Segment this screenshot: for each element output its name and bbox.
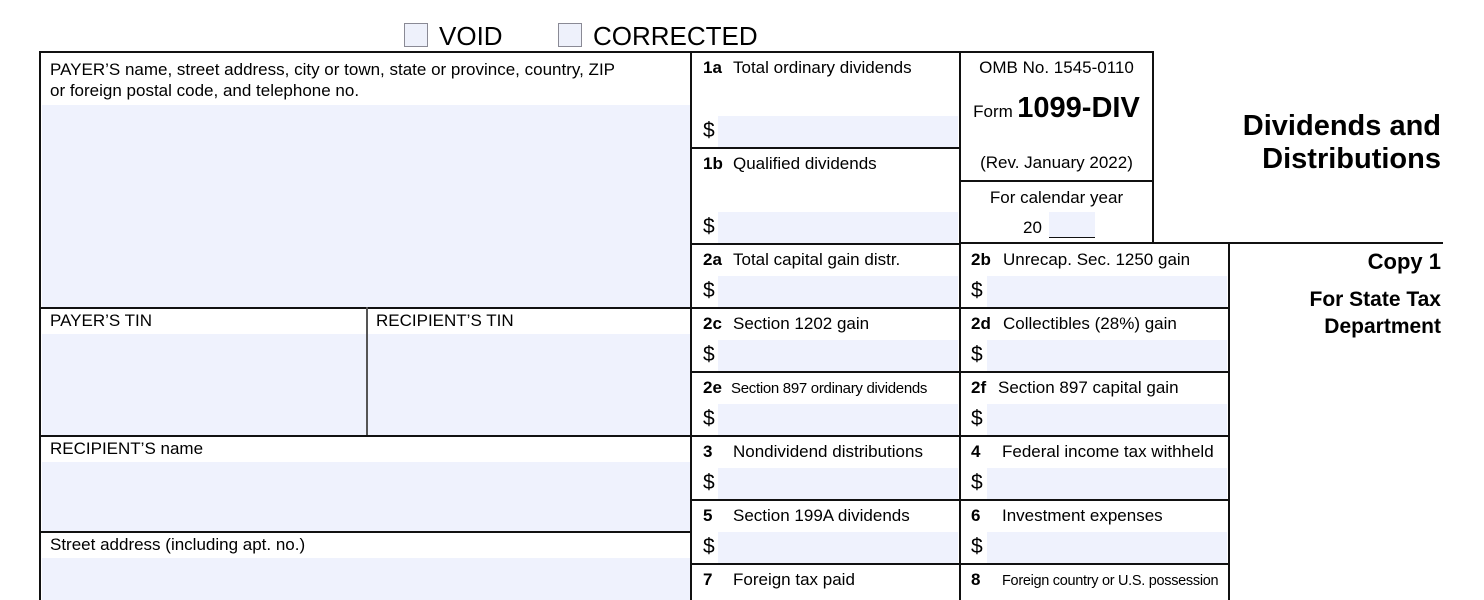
- dollar-sign: $: [971, 343, 983, 366]
- dollar-sign: $: [703, 215, 715, 238]
- divider: [690, 499, 1230, 501]
- dollar-sign: $: [703, 535, 715, 558]
- box-5-input[interactable]: [718, 532, 958, 563]
- box-2a-input[interactable]: [718, 276, 958, 307]
- payer-info-label: PAYER’S name, street address, city or town, state or province, country, ZIP: [50, 60, 616, 79]
- void-checkbox[interactable]: [404, 23, 428, 47]
- dollar-sign: $: [703, 279, 715, 302]
- form-number-block: [961, 92, 1152, 125]
- divider: [690, 563, 1230, 565]
- box-5-label: 5 Section 199A dividends: [703, 506, 910, 525]
- dollar-sign: $: [703, 407, 715, 430]
- box-2c-label: 2c Section 1202 gain: [703, 314, 870, 333]
- box-4-input[interactable]: [987, 468, 1227, 499]
- divider: [39, 531, 692, 533]
- box-1a-label: 1a Total ordinary dividends: [703, 58, 912, 77]
- left-section-divider: [690, 51, 692, 600]
- box-2c-input[interactable]: [718, 340, 958, 371]
- divider: [690, 307, 1230, 309]
- divider: [690, 435, 1230, 437]
- payer-info-input[interactable]: [42, 105, 690, 307]
- void-label: VOID: [439, 21, 503, 51]
- box-6-input[interactable]: [987, 532, 1227, 563]
- box-2b-input[interactable]: [987, 276, 1227, 307]
- divider: [690, 243, 960, 245]
- payer-tin-input[interactable]: [42, 334, 366, 435]
- recipient-tin-label: RECIPIENT’S TIN: [376, 311, 514, 330]
- box-2f-input[interactable]: [987, 404, 1227, 435]
- year-prefix: 20: [1023, 218, 1042, 237]
- recipient-name-label: RECIPIENT’S name: [50, 439, 204, 458]
- divider: [690, 371, 1230, 373]
- column-divider: [959, 51, 961, 600]
- box-2f-label: 2f Section 897 capital gain: [971, 378, 1179, 397]
- recipient-tin-input[interactable]: [368, 334, 690, 435]
- box-4-label: 4 Federal income tax withheld: [971, 442, 1214, 461]
- box-2e-label: 2e Section 897 ordinary dividends: [703, 378, 928, 397]
- dollar-sign: $: [971, 407, 983, 430]
- dollar-sign: $: [971, 535, 983, 558]
- dollar-sign: $: [971, 279, 983, 302]
- box-8-label: 8 Foreign country or U.S. possession: [971, 570, 1219, 589]
- copy-label: Copy 1: [1367, 249, 1441, 274]
- box-1b-input[interactable]: [718, 212, 958, 243]
- payer-info-label-2: or foreign postal code, and telephone no.: [50, 81, 360, 100]
- box-column-right-border: [1228, 242, 1230, 600]
- street-address-input[interactable]: [42, 558, 690, 600]
- form-prefix: Form: [973, 102, 1013, 121]
- box-1a-input[interactable]: [718, 116, 958, 147]
- form-title: Dividends and Distributions: [1242, 110, 1441, 175]
- divider: [690, 147, 960, 149]
- form-left-border: [39, 51, 41, 600]
- box-7-label: 7 Foreign tax paid: [703, 570, 855, 589]
- box-2e-input[interactable]: [718, 404, 958, 435]
- dollar-sign: $: [971, 471, 983, 494]
- calendar-year-label: For calendar year: [989, 188, 1124, 207]
- dollar-sign: $: [703, 471, 715, 494]
- copy-recipient: For State Tax Department: [1309, 288, 1441, 338]
- box-2d-label: 2d Collectibles (28%) gain: [971, 314, 1177, 333]
- calendar-year-input[interactable]: [1049, 212, 1095, 238]
- box-3-input[interactable]: [718, 468, 958, 499]
- divider: [959, 180, 1154, 182]
- box-1b-label: 1b Qualified dividends: [703, 154, 877, 173]
- form-top-border: [39, 51, 1154, 53]
- box-6-label: 6 Investment expenses: [971, 506, 1163, 525]
- box-2b-label: 2b Unrecap. Sec. 1250 gain: [971, 250, 1191, 269]
- street-address-label: Street address (including apt. no.): [50, 535, 306, 554]
- form-number: 1099-DIV: [1017, 92, 1140, 124]
- corrected-label: CORRECTED: [593, 21, 758, 51]
- corrected-checkbox[interactable]: [558, 23, 582, 47]
- dollar-sign: $: [703, 119, 715, 142]
- omb-number: OMB No. 1545-0110: [979, 58, 1134, 77]
- box-2a-label: 2a Total capital gain distr.: [703, 250, 901, 269]
- payer-tin-label: PAYER’S TIN: [50, 311, 153, 330]
- box-2d-input[interactable]: [987, 340, 1227, 371]
- dollar-sign: $: [703, 343, 715, 366]
- box-3-label: 3 Nondividend distributions: [703, 442, 923, 461]
- calendar-year-underline: [1049, 237, 1095, 238]
- recipient-name-input[interactable]: [42, 462, 690, 531]
- form-revision: (Rev. January 2022): [980, 153, 1133, 172]
- tin-divider: [366, 307, 368, 435]
- divider: [959, 242, 1443, 244]
- divider: [39, 435, 692, 437]
- omb-box-right-border: [1152, 51, 1154, 242]
